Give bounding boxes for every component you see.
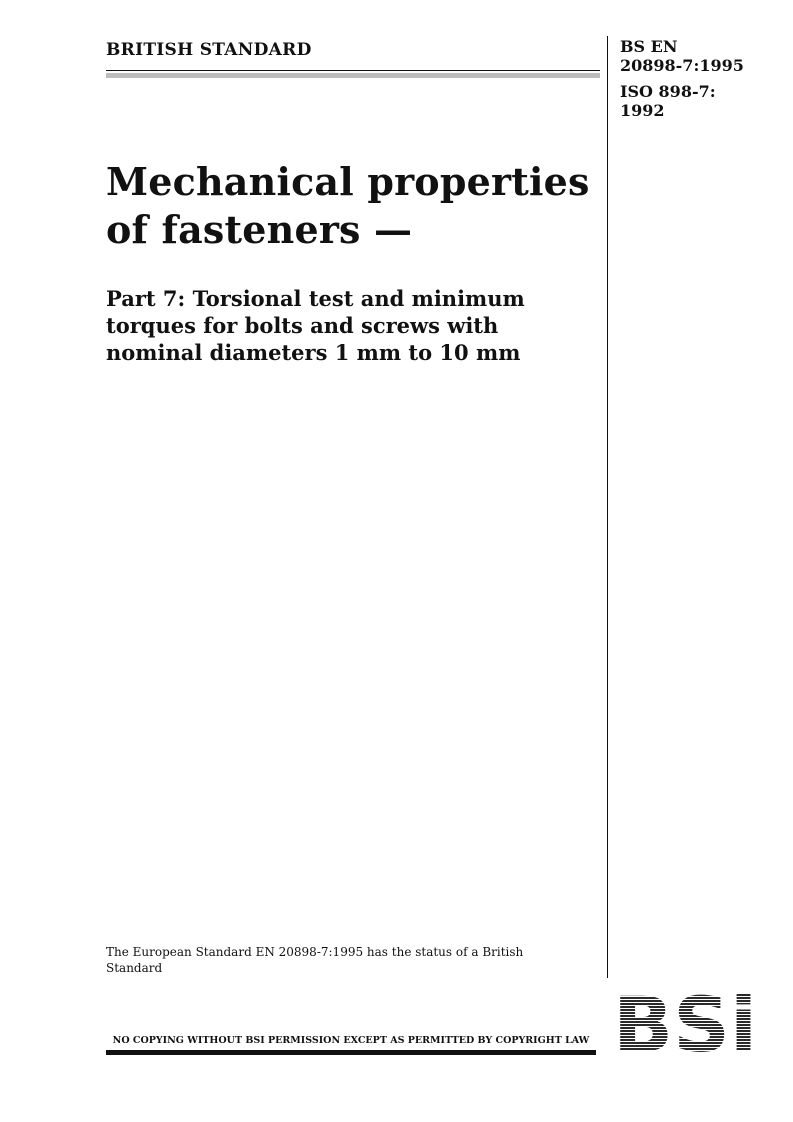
standard-ref-iso: ISO 898-7: 1992 bbox=[620, 82, 716, 120]
footer-rule bbox=[106, 1050, 596, 1055]
copyright-notice: NO COPYING WITHOUT BSI PERMISSION EXCEPT AS PERMITTED BY COPYRIGHT LAW bbox=[112, 1035, 590, 1046]
standard-ref-bs-en: BS EN 20898-7:1995 bbox=[620, 37, 744, 75]
header-label: BRITISH STANDARD bbox=[106, 40, 312, 60]
vertical-divider bbox=[607, 36, 608, 978]
bsi-logo-text: BSi bbox=[613, 994, 757, 1058]
document-title: Mechanical properties of fasteners — bbox=[106, 159, 590, 252]
document-subtitle: Part 7: Torsional test and minimum torques for bolts and screws with nominal diameters 1 mm to 10 mm bbox=[106, 286, 525, 365]
status-note: The European Standard EN 20898-7:1995 has the status of a British Standard bbox=[106, 945, 524, 975]
header-rule-thin bbox=[106, 70, 600, 71]
header-rule-thick bbox=[106, 73, 600, 78]
bsi-logo bbox=[613, 994, 759, 1058]
